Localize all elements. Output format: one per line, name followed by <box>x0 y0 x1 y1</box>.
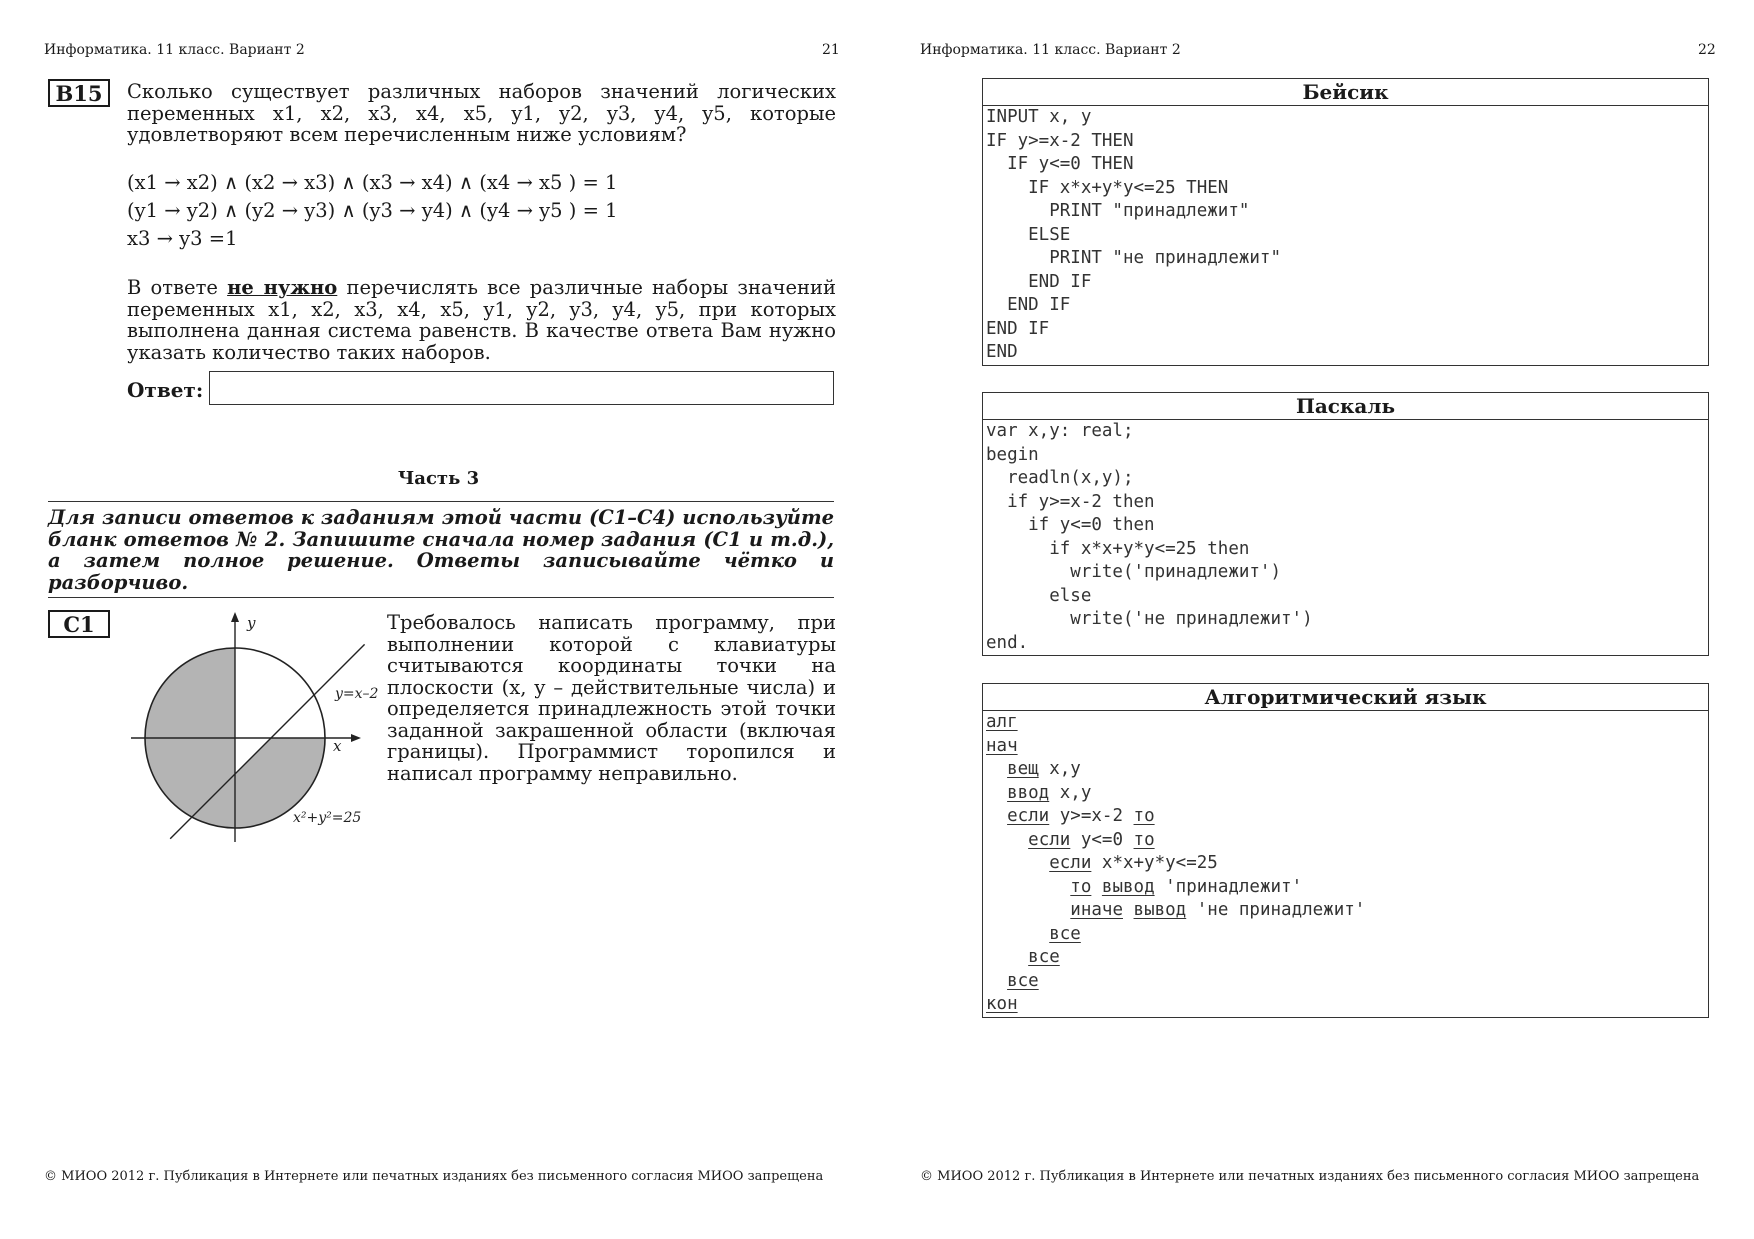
c1-text-line: Требовалось написать программу, при <box>387 611 836 634</box>
left-header-title: Информатика. 11 класс. Вариант 2 <box>44 42 305 58</box>
part3-instructions <box>48 507 834 593</box>
pascal-code <box>983 420 1708 655</box>
algo-code-text <box>1123 900 1134 920</box>
algo-keyword: вывод <box>1101 876 1155 897</box>
b15-note-emphasis: не нужно <box>227 276 338 299</box>
c1-text-line: определяется принадлежность этой точки <box>387 697 836 720</box>
part3-instruction-line: а затем полное решение. Ответы записывайте чётко и <box>48 549 834 572</box>
algo-code-line <box>983 923 1708 947</box>
algo-keyword: если <box>1049 853 1092 873</box>
basic-code-line: END IF <box>986 271 1092 292</box>
c1-text-line: плоскости (x, y – действительные числа) и <box>387 675 836 699</box>
b15-formula-3: x3 → y3 =1 <box>127 227 238 250</box>
algo-keyword: то <box>1133 829 1155 850</box>
algo-keyword: вывод <box>1133 900 1187 920</box>
b15-question-line: удовлетворяют всем перечисленным ниже условиям? <box>127 123 687 146</box>
part3-instruction-line: разборчиво. <box>48 570 189 594</box>
part3-instruction-line: Для записи ответов к заданиям этой части (C1–C4) используйте <box>48 506 834 529</box>
algo-keyword: нач <box>986 735 1018 756</box>
part3-bottom-rule <box>48 597 834 598</box>
pascal-code-line: else <box>986 585 1092 606</box>
right-page-number: 22 <box>1698 42 1716 58</box>
algo-keyword: то <box>1070 876 1092 897</box>
algo-code-text: y<=0 <box>1070 829 1134 850</box>
b15-note-rest: перечислять все различные наборы значений <box>346 276 837 299</box>
c1-text-line: считываются координаты точки на <box>387 654 836 677</box>
pascal-code-line: begin <box>986 444 1039 465</box>
answer-label: Ответ: <box>127 378 204 402</box>
algo-title: Алгоритмический язык <box>983 684 1708 711</box>
pascal-code-line: end. <box>986 632 1029 653</box>
algo-keyword: ввод <box>1007 782 1050 803</box>
right-footer: © МИОО 2012 г. Публикация в Интернете или печатных изданиях без письменного согласия МИОО запрещена <box>920 1169 1700 1184</box>
algo-keyword: иначе <box>1070 900 1123 920</box>
line-equation-label: y=x–2 <box>335 686 379 702</box>
algo-code-line <box>983 993 1708 1017</box>
c1-text-line: выполнении которой с клавиатуры <box>387 632 836 656</box>
algo-code-line <box>983 876 1708 900</box>
algo-keyword: все <box>1028 947 1060 967</box>
basic-code-line: IF x*x+y*y<=25 THEN <box>986 177 1229 198</box>
answer-field[interactable] <box>209 371 834 405</box>
algo-keyword: то <box>1133 806 1155 826</box>
algo-code-text <box>986 924 1049 944</box>
algo-keyword: все <box>1007 970 1039 991</box>
b15-note-line-1 <box>127 277 836 299</box>
algo-keyword: все <box>1049 923 1081 944</box>
b15-note-line: выполнена данная система равенств. В качестве ответа Вам нужно <box>127 319 836 342</box>
pascal-code-line: write('принадлежит') <box>986 562 1282 582</box>
algo-code-text <box>986 806 1007 826</box>
task-label-b15: B15 <box>48 79 110 107</box>
b15-question <box>127 81 836 146</box>
algo-code-text <box>986 830 1028 850</box>
algo-code-line <box>983 829 1708 853</box>
algo-code-text <box>986 783 1007 803</box>
c1-text-line: заданной закрашенной области (включая <box>387 718 836 742</box>
algo-code-text: 'принадлежит' <box>1154 876 1303 897</box>
algo-code-text: x*x+y*y<=25 <box>1091 853 1218 873</box>
algo-code-text <box>986 759 1007 779</box>
algo-code-text: 'не принадлежит' <box>1186 900 1366 920</box>
c1-text-line: границы). Программист торопился и <box>387 740 836 763</box>
algo-code-text <box>986 971 1007 991</box>
basic-code-line: END <box>986 342 1018 362</box>
left-page-number: 21 <box>822 42 840 58</box>
pascal-title: Паскаль <box>983 393 1708 420</box>
c1-text <box>387 612 836 784</box>
algo-code-text <box>1091 877 1102 897</box>
algo-keyword: алг <box>986 712 1018 732</box>
b15-note <box>127 277 836 363</box>
pascal-code-line: if x*x+y*y<=25 then <box>986 538 1250 559</box>
algo-code-text <box>986 853 1049 873</box>
pascal-code-line: if y>=x-2 then <box>986 491 1155 512</box>
algo-code-text: y>=x-2 <box>1049 806 1134 826</box>
algo-code-line <box>983 711 1708 735</box>
part3-title: Часть 3 <box>397 468 480 489</box>
algo-code-line <box>983 852 1708 876</box>
algo-code-text <box>986 947 1028 967</box>
part3-top-rule <box>48 501 834 502</box>
algo-code-text: x,y <box>1038 759 1081 779</box>
b15-formula-2: (y1 → y2) ∧ (y2 → y3) ∧ (y3 → y4) ∧ (y4 → y5 ) = 1 <box>127 199 618 222</box>
algo-code-line <box>983 899 1708 923</box>
basic-code-line: PRINT "не принадлежит" <box>986 248 1282 268</box>
pascal-program-box <box>982 392 1709 656</box>
basic-code-line: PRINT "принадлежит" <box>986 201 1250 221</box>
algo-code-text: x,y <box>1049 782 1092 803</box>
basic-title: Бейсик <box>983 79 1708 106</box>
basic-code-line: IF y>=x-2 THEN <box>986 130 1134 151</box>
basic-code-line: END IF <box>986 295 1071 315</box>
algo-code-text <box>986 877 1070 897</box>
pascal-code-line: if y<=0 then <box>986 515 1155 535</box>
x-axis-label: x <box>333 737 342 755</box>
b15-note-line: переменных x1, x2, x3, x4, x5, y1, y2, y3, y4, y5, при которых <box>127 297 836 321</box>
basic-code-line: ELSE <box>986 224 1071 245</box>
algo-code-line <box>983 946 1708 970</box>
algo-keyword: если <box>1007 806 1050 826</box>
basic-code-line: END IF <box>986 318 1050 339</box>
b15-note-line: указать количество таких наборов. <box>127 340 491 364</box>
algo-keyword: если <box>1028 829 1071 850</box>
algo-code <box>983 711 1708 1017</box>
b15-note-prefix: В ответе <box>127 276 218 299</box>
pascal-code-line: write('не принадлежит') <box>986 609 1313 629</box>
algo-code-line <box>983 735 1708 759</box>
left-footer: © МИОО 2012 г. Публикация в Интернете или печатных изданиях без письменного согласия МИОО запрещена <box>44 1169 824 1184</box>
part3-instruction-line: бланк ответов № 2. Запишите сначала номер задания (C1 и т.д.), <box>48 527 834 551</box>
shaded-region-lower <box>235 738 361 864</box>
task-label-c1: C1 <box>48 610 110 638</box>
basic-code <box>983 106 1708 365</box>
c1-graph <box>130 612 379 844</box>
basic-code-line: INPUT x, y <box>986 107 1092 127</box>
algo-program-box <box>982 683 1709 1018</box>
y-axis-label: y <box>247 614 256 632</box>
pascal-code-line: readln(x,y); <box>986 468 1134 488</box>
x-axis-arrow <box>351 734 361 742</box>
y-axis-arrow <box>231 612 239 622</box>
b15-formula-1: (x1 → x2) ∧ (x2 → x3) ∧ (x3 → x4) ∧ (x4 → x5 ) = 1 <box>127 171 618 194</box>
algo-code-line <box>983 758 1708 782</box>
algo-keyword: вещ <box>1007 759 1039 779</box>
b15-question-line: переменных x1, x2, x3, x4, x5, y1, y2, y3, y4, y5, которые <box>127 101 836 125</box>
algo-code-text <box>986 900 1070 920</box>
circle-equation-label: x²+y²=25 <box>293 810 362 826</box>
algo-code-line <box>983 805 1708 829</box>
algo-keyword: кон <box>986 994 1018 1014</box>
basic-program-box <box>982 78 1709 366</box>
pascal-code-line: var x,y: real; <box>986 421 1134 441</box>
right-header-title: Информатика. 11 класс. Вариант 2 <box>920 42 1181 58</box>
c1-text-line: написал программу неправильно. <box>387 761 738 785</box>
algo-code-line <box>983 970 1708 994</box>
algo-code-line <box>983 782 1708 806</box>
basic-code-line: IF y<=0 THEN <box>986 154 1134 174</box>
b15-question-line: Сколько существует различных наборов значений логических <box>127 80 836 103</box>
